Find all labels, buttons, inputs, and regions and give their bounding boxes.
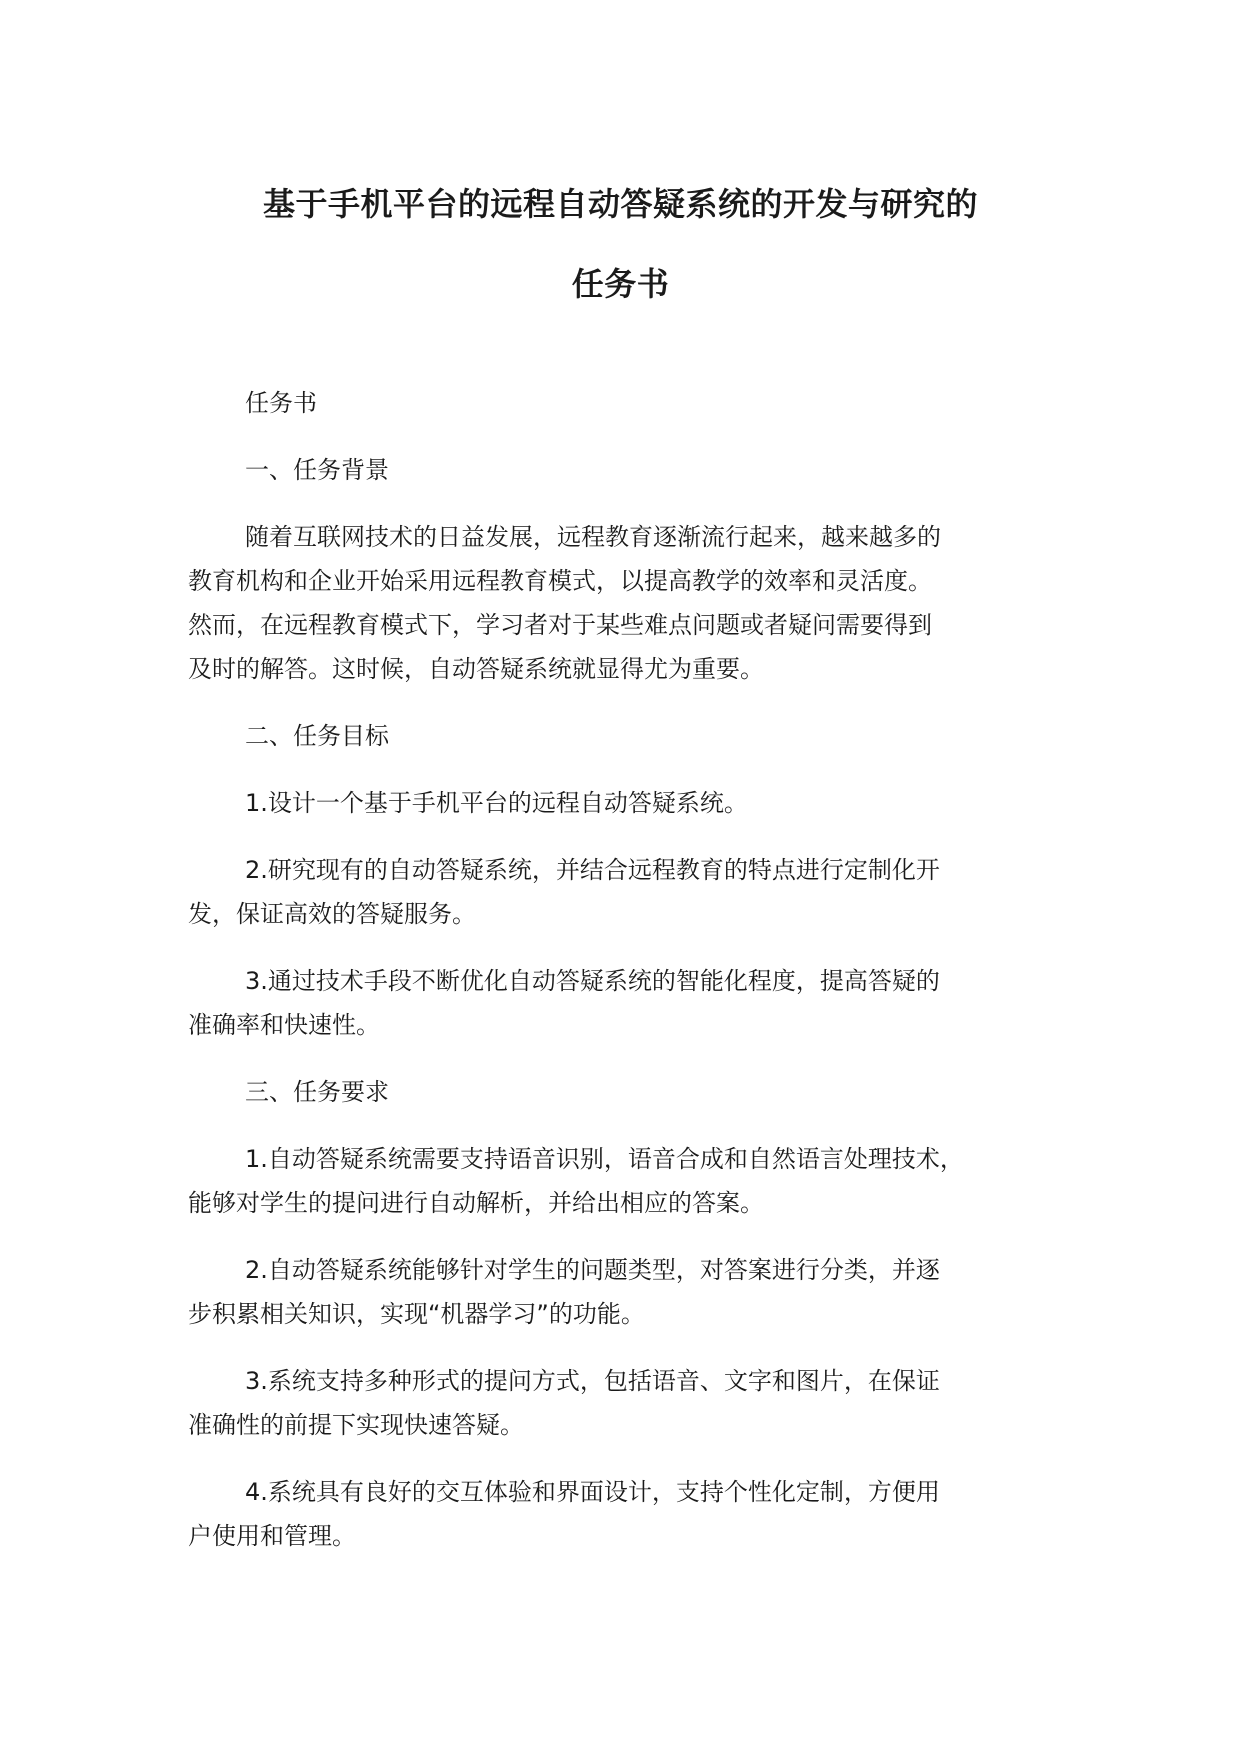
paragraph-line: 步积累相关知识，实现“机器学习”的功能。 [188, 1300, 645, 1328]
document-body [188, 381, 1088, 1581]
document-title-line-2: 任务书 [571, 265, 670, 303]
document-title-line-1: 基于手机平台的远程自动答疑系统的开发与研究的 [262, 185, 978, 223]
paragraph-line: 教育机构和企业开始采用远程教育模式，以提高教学的效率和灵活度。 [188, 567, 932, 595]
section-heading: 一、任务背景 [245, 456, 389, 484]
section-heading: 二、任务目标 [245, 722, 389, 750]
paragraph [188, 781, 1088, 825]
paragraph-line: 及时的解答。这时候，自动答疑系统就显得尤为重要。 [188, 655, 764, 683]
paragraph-line: 准确率和快速性。 [188, 1011, 380, 1039]
paragraph-line: 3.系统支持多种形式的提问方式，包括语音、文字和图片，在保证 [245, 1367, 940, 1395]
paragraph [188, 959, 1088, 1047]
paragraph-line: 4.系统具有良好的交互体验和界面设计，支持个性化定制，方便用 [245, 1478, 940, 1506]
paragraph-line: 随着互联网技术的日益发展，远程教育逐渐流行起来，越来越多的 [245, 523, 941, 551]
paragraph [188, 848, 1088, 936]
paragraph-line: 1.自动答疑系统需要支持语音识别，语音合成和自然语言处理技术， [245, 1145, 964, 1173]
paragraph-line: 2.研究现有的自动答疑系统，并结合远程教育的特点进行定制化开 [245, 856, 940, 884]
paragraph-line: 1.设计一个基于手机平台的远程自动答疑系统。 [245, 789, 748, 817]
paragraph [188, 1248, 1088, 1336]
paragraph-line: 户使用和管理。 [188, 1522, 356, 1550]
paragraph [188, 1470, 1088, 1558]
paragraph-line: 发，保证高效的答疑服务。 [188, 900, 476, 928]
paragraph-line: 3.通过技术手段不断优化自动答疑系统的智能化程度，提高答疑的 [245, 967, 940, 995]
paragraph-line: 准确性的前提下实现快速答疑。 [188, 1411, 524, 1439]
paragraph-line: 2.自动答疑系统能够针对学生的问题类型，对答案进行分类，并逐 [245, 1256, 940, 1284]
paragraph [188, 1137, 1088, 1225]
paragraph-line: 能够对学生的提问进行自动解析，并给出相应的答案。 [188, 1189, 764, 1217]
paragraph [188, 1359, 1088, 1447]
section-heading: 任务书 [245, 389, 317, 417]
paragraph [188, 515, 1088, 691]
paragraph-line: 然而，在远程教育模式下，学习者对于某些难点问题或者疑问需要得到 [188, 611, 932, 639]
section-heading: 三、任务要求 [245, 1078, 389, 1106]
